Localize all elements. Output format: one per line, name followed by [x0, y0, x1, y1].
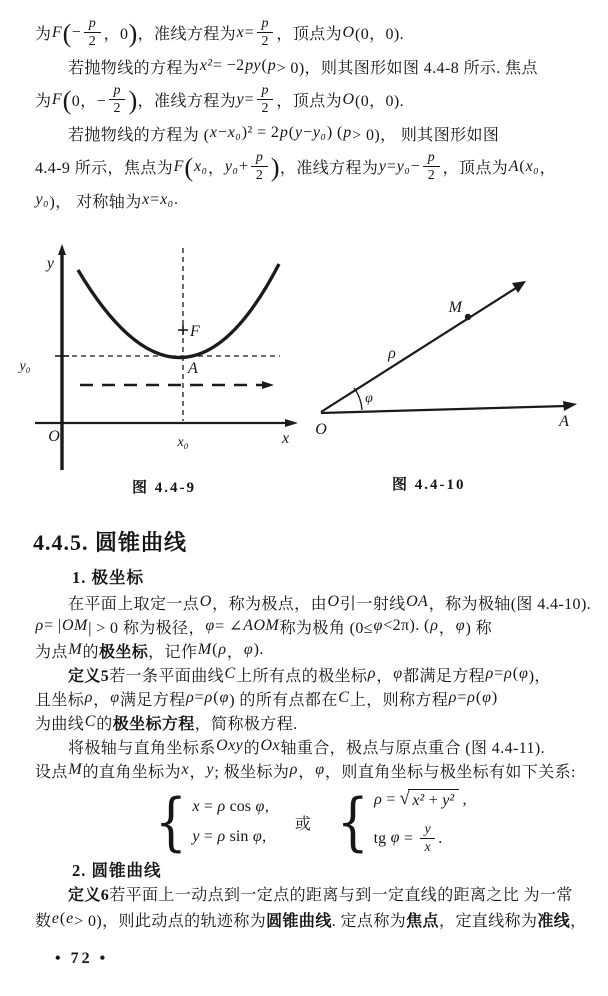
text-line: 定义5 若一条平面曲线 C 上所有点的极坐标 ρ ， φ 都满足方程 ρ = ρ ( φ )，: [68, 665, 551, 685]
text-line: ρ = | OM | > 0 称为极径， φ = ∠ AOM 称为极角 (0≤ φ <2π). ( ρ ， φ ) 称: [35, 617, 493, 637]
text-line: 4.4-9 所示，焦点为 F ( x₀ ， y₀ + $\frac{p}{2}$ ) ，准线方程为 y = y₀ − $\frac{p}{2}$ ，顶点为 A ( x₀ ，: [35, 149, 556, 183]
text-line: 为 F ( − $\frac{p}{2}$ ，0 ) ，准线方程为 x = $\frac{p}{2}$ ，顶点为 O (0，0).: [35, 15, 405, 49]
definition-6-paragraph: [35, 880, 595, 932]
y-axis-arrow: [58, 244, 66, 255]
x0-label: x₀: [177, 435, 189, 450]
ray-OM: [321, 288, 516, 412]
rho-label: ρ: [388, 345, 396, 362]
polar-axis-end-label: A: [559, 413, 569, 430]
text-line: 数 e ( e > 0)，则此动点的轨迹称为 圆锥曲线 . 定点称为 焦点 ，定直线称为 准线 ，: [35, 910, 587, 930]
text-line: 为曲线 C 的 极坐标方程 ，简称极方程.: [35, 713, 298, 733]
subsection-heading-polar: 1. 极坐标: [72, 568, 144, 587]
left-brace: {: [336, 786, 369, 859]
polar-axis: [321, 406, 566, 413]
phi-label: φ: [365, 391, 373, 406]
text-line: 且坐标 ρ ， φ 满足方程 ρ = ρ ( φ ) 的所有点都在 C 上，则称方程 ρ = ρ ( φ ): [35, 689, 498, 709]
polar-paragraphs: [35, 590, 595, 782]
left-brace: {: [155, 786, 187, 859]
x-axis-arrow: [285, 419, 298, 427]
pole-label: O: [315, 421, 327, 435]
equation-line: x = ρ cos φ,: [192, 798, 269, 816]
text-line: 若抛物线的方程为 x² = −2 py ( p > 0)，则其图形如图 4.4-8 所示. 焦点: [68, 57, 538, 77]
text-line: 在平面上取定一点 O ，称为极点，由 O 引一射线 OA ，称为极轴(图 4.4-10).: [68, 593, 592, 613]
origin-label: O: [48, 428, 60, 445]
page-number: • 72 •: [55, 950, 109, 967]
text-line: 为 F ( 0，− $\frac{p}{2}$ ) ，准线方程为 y = $\frac{p}{2}$ ，顶点为 O (0，0).: [35, 82, 405, 116]
or-word: 或: [294, 815, 311, 833]
subsection-heading-conic: 2. 圆锥曲线: [72, 861, 162, 880]
parabola-curve: [78, 264, 279, 358]
system-lines: [192, 798, 269, 846]
equation-line: ρ = √ x² + y² ,: [374, 788, 467, 809]
parabola-paragraphs: [35, 16, 595, 217]
text-line: 为点 M 的 极坐标 ，记作 M ( ρ ， φ ).: [35, 641, 264, 661]
text-line: y₀ )， 对称轴为 x = x₀ .: [35, 191, 179, 211]
figure-caption: 图 4.4-10: [392, 477, 466, 493]
focus-label: F: [190, 323, 200, 340]
text-line: 设点 M 的直角坐标为 x ， y ; 极坐标为 ρ ， φ ，则直角坐标与极坐标有如下关系:: [35, 761, 576, 781]
equation-line: y = ρ sin φ,: [192, 828, 267, 846]
point-M-label: M: [448, 299, 462, 316]
figure-4-4-9-parabola: [12, 242, 310, 474]
text-line: 若抛物线的方程为 ( x − x₀ )² = 2 p ( y − y₀ ) ( p > 0)， 则其图形如图: [68, 124, 500, 144]
y0-label: y₀: [19, 359, 31, 374]
system-lines: [374, 789, 467, 856]
coordinate-relation-equations: [155, 786, 467, 859]
parametric-system: [155, 786, 269, 859]
figure-caption: 图 4.4-9: [132, 480, 196, 496]
vertex-label: A: [188, 360, 198, 377]
directrix-arrow: [262, 381, 274, 389]
polar-axis-arrow: [563, 401, 577, 411]
text-line: 将极轴与直角坐标系 Oxy 的 Ox 轴重合，极点与原点重合 (图 4.4-11).: [68, 737, 546, 757]
text-line: 定义6 若平面上一动点到一定点的距离与到一定直线的距离之比 为一常: [68, 886, 573, 904]
x-axis-label: x: [282, 430, 290, 447]
figure-4-4-10-polar: [300, 250, 600, 435]
point-M-dot: [465, 314, 471, 320]
inverse-system: [336, 786, 467, 859]
section-heading: 4.4.5. 圆锥曲线: [33, 530, 188, 555]
ray-arrow: [512, 281, 526, 293]
y-axis-label: y: [46, 255, 54, 272]
equation-line: tg φ = $\frac{y}{x}$ .: [373, 821, 443, 855]
